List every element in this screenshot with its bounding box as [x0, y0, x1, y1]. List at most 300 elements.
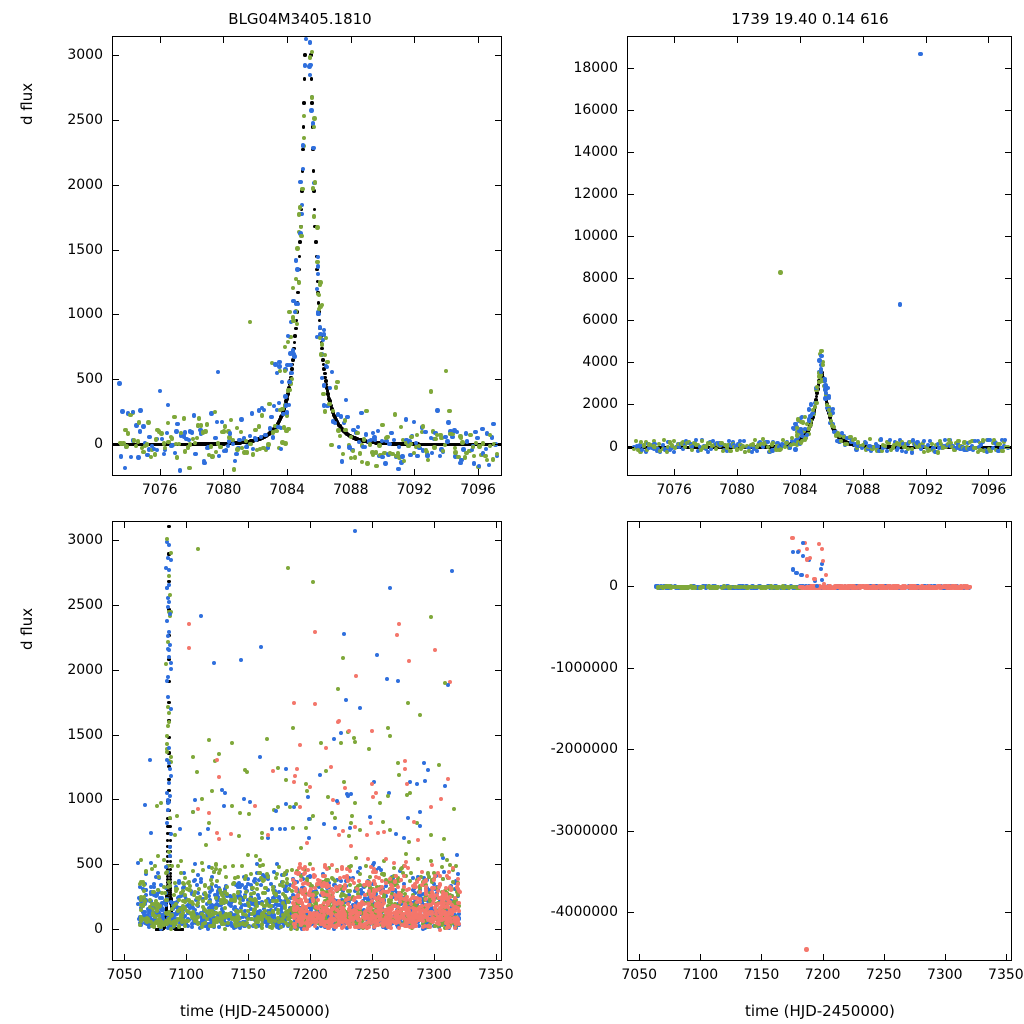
- data-point: [313, 180, 317, 184]
- data-point: [364, 409, 368, 413]
- data-point: [175, 455, 179, 459]
- data-point: [393, 412, 397, 416]
- data-point: [310, 95, 314, 99]
- data-point: [362, 437, 366, 441]
- data-point: [301, 143, 305, 147]
- data-point: [399, 425, 403, 429]
- data-point: [348, 826, 352, 830]
- data-point: [224, 448, 228, 452]
- data-point: [231, 438, 235, 442]
- data-point: [204, 843, 208, 847]
- data-point: [456, 872, 460, 876]
- data-point: [312, 116, 316, 120]
- panel-top-right-plot[interactable]: [627, 36, 1012, 476]
- data-point: [817, 380, 821, 384]
- model-fit-point: [320, 347, 324, 351]
- data-point: [183, 449, 187, 453]
- data-point: [247, 925, 251, 929]
- data-point: [213, 436, 217, 440]
- data-point: [203, 429, 207, 433]
- data-point: [195, 436, 199, 440]
- data-point: [225, 885, 229, 889]
- data-point: [257, 424, 261, 428]
- data-point: [363, 445, 367, 449]
- data-point: [807, 419, 811, 423]
- data-point: [404, 852, 408, 856]
- data-point: [348, 883, 352, 887]
- data-point: [440, 865, 444, 869]
- model-fit-point: [302, 125, 306, 129]
- data-point: [210, 454, 214, 458]
- data-point: [295, 246, 299, 250]
- data-point: [898, 302, 903, 307]
- data-point: [408, 879, 412, 883]
- data-point: [291, 726, 295, 730]
- data-point: [795, 433, 799, 437]
- data-point: [340, 459, 344, 463]
- data-point: [280, 380, 284, 384]
- data-point: [385, 435, 389, 439]
- data-point: [193, 862, 197, 866]
- data-point: [279, 925, 283, 929]
- data-point: [263, 904, 267, 908]
- data-point: [187, 466, 191, 470]
- data-point: [283, 894, 287, 898]
- model-fit-point: [168, 701, 171, 704]
- data-point: [162, 858, 166, 862]
- data-point: [291, 286, 295, 290]
- data-point: [117, 381, 121, 385]
- data-point: [380, 423, 384, 427]
- data-point: [167, 880, 171, 884]
- data-point: [223, 927, 227, 931]
- model-fit-point: [293, 334, 297, 338]
- data-point: [358, 866, 362, 870]
- data-point: [300, 187, 304, 191]
- data-point: [279, 447, 283, 451]
- data-point: [472, 454, 476, 458]
- data-point: [803, 415, 807, 419]
- data-point: [170, 436, 174, 440]
- data-point: [825, 403, 829, 407]
- data-point: [203, 891, 207, 895]
- data-point: [339, 894, 343, 898]
- model-fit-point: [323, 372, 327, 376]
- panel-top-left-plot[interactable]: [112, 36, 502, 476]
- data-point: [223, 906, 227, 910]
- data-point: [302, 114, 306, 118]
- data-point: [226, 444, 230, 448]
- data-point: [377, 443, 381, 447]
- data-point: [285, 410, 289, 414]
- data-point: [315, 225, 319, 229]
- data-point: [690, 448, 694, 452]
- data-point: [358, 451, 362, 455]
- data-point: [742, 439, 746, 443]
- data-point: [365, 461, 369, 465]
- data-point: [166, 421, 170, 425]
- data-point: [239, 430, 243, 434]
- data-point: [202, 461, 206, 465]
- data-point: [252, 923, 256, 927]
- data-point: [199, 877, 203, 881]
- data-point: [173, 913, 177, 917]
- data-point: [237, 438, 241, 442]
- data-point: [310, 50, 314, 54]
- data-point: [778, 270, 783, 275]
- data-point: [182, 416, 186, 420]
- data-point: [445, 439, 449, 443]
- data-point: [228, 431, 232, 435]
- data-point: [826, 386, 830, 390]
- data-point: [321, 392, 325, 396]
- data-point: [831, 411, 835, 415]
- model-fit-point: [298, 240, 302, 244]
- data-point: [142, 883, 146, 887]
- data-point: [166, 403, 170, 407]
- data-point: [432, 445, 436, 449]
- data-point: [358, 872, 362, 876]
- data-point: [278, 369, 282, 373]
- data-point: [444, 369, 448, 373]
- data-point: [170, 864, 174, 868]
- data-point: [422, 761, 426, 765]
- data-point: [271, 435, 275, 439]
- data-point: [148, 758, 152, 762]
- data-point: [263, 433, 267, 437]
- data-point: [156, 854, 160, 858]
- data-point: [397, 445, 401, 449]
- data-point: [829, 419, 833, 423]
- data-point: [360, 460, 364, 464]
- data-point: [443, 784, 447, 788]
- data-point: [154, 437, 158, 441]
- data-point: [134, 444, 138, 448]
- data-point: [828, 412, 832, 416]
- data-point: [801, 420, 805, 424]
- data-point: [175, 814, 179, 818]
- data-point: [814, 401, 818, 405]
- data-point: [287, 310, 291, 314]
- data-point: [223, 791, 227, 795]
- data-point: [481, 441, 485, 445]
- data-point: [297, 212, 301, 216]
- data-point: [145, 442, 149, 446]
- data-point: [322, 403, 326, 407]
- data-point: [359, 411, 363, 415]
- data-point: [805, 433, 809, 437]
- data-point: [714, 447, 718, 451]
- data-point: [918, 52, 923, 57]
- data-point: [157, 875, 161, 879]
- data-point: [239, 417, 243, 421]
- data-point: [213, 410, 217, 414]
- data-point: [176, 864, 180, 868]
- data-point: [138, 429, 142, 433]
- data-point: [320, 342, 324, 346]
- data-point: [274, 429, 278, 433]
- data-point: [484, 447, 488, 451]
- data-point: [868, 437, 872, 441]
- data-point: [316, 255, 320, 259]
- data-point: [190, 430, 194, 434]
- data-point: [879, 437, 883, 441]
- data-point: [141, 424, 145, 428]
- model-fit-point: [313, 208, 317, 212]
- data-point: [288, 388, 292, 392]
- data-point: [338, 434, 342, 438]
- data-point: [455, 853, 459, 857]
- data-point: [910, 447, 914, 451]
- data-point: [353, 455, 357, 459]
- data-point: [418, 810, 422, 814]
- data-point: [922, 439, 926, 443]
- data-point: [214, 911, 218, 915]
- data-point: [248, 320, 252, 324]
- data-point: [396, 467, 400, 471]
- data-point: [1000, 449, 1004, 453]
- data-point: [220, 922, 224, 926]
- data-point: [299, 225, 303, 229]
- data-point: [392, 866, 396, 870]
- data-point: [291, 319, 295, 323]
- data-point: [136, 439, 140, 443]
- data-point: [311, 186, 315, 190]
- data-point: [223, 424, 227, 428]
- data-point: [446, 420, 450, 424]
- data-point: [423, 430, 427, 434]
- data-point: [480, 427, 484, 431]
- data-point: [832, 425, 836, 429]
- data-point: [277, 865, 281, 869]
- data-point: [212, 870, 216, 874]
- data-point: [468, 433, 472, 437]
- data-point: [817, 358, 821, 362]
- data-point: [318, 773, 322, 777]
- data-point: [823, 379, 827, 383]
- data-point: [156, 871, 160, 875]
- data-point: [409, 435, 413, 439]
- data-point: [181, 881, 185, 885]
- data-point: [153, 864, 157, 868]
- data-point: [240, 864, 244, 868]
- data-point: [124, 444, 128, 448]
- data-point: [485, 458, 489, 462]
- data-point: [808, 414, 812, 418]
- data-point: [214, 863, 218, 867]
- data-point: [936, 450, 940, 454]
- data-point: [380, 455, 384, 459]
- data-point: [289, 371, 293, 375]
- data-point: [345, 415, 349, 419]
- data-point: [296, 302, 300, 306]
- data-point: [335, 380, 339, 384]
- data-point: [416, 857, 420, 861]
- data-point: [809, 402, 813, 406]
- data-point: [437, 763, 441, 767]
- data-point: [139, 915, 143, 919]
- data-point: [299, 846, 303, 850]
- data-point: [295, 267, 299, 271]
- data-point: [251, 886, 255, 890]
- data-point: [475, 436, 479, 440]
- data-point: [379, 868, 383, 872]
- data-point: [374, 464, 378, 468]
- data-point: [217, 454, 221, 458]
- data-point: [193, 452, 197, 456]
- data-point: [1003, 438, 1007, 442]
- data-point: [147, 435, 151, 439]
- data-point: [283, 369, 287, 373]
- data-point: [286, 340, 290, 344]
- data-point: [277, 364, 281, 368]
- data-point: [312, 125, 316, 129]
- data-point: [344, 398, 348, 402]
- data-point: [427, 875, 431, 879]
- model-fit-point: [318, 319, 322, 323]
- model-fit-point: [312, 169, 316, 173]
- data-point: [234, 452, 238, 456]
- data-point: [383, 461, 387, 465]
- data-point: [819, 349, 823, 353]
- data-point: [956, 439, 960, 443]
- data-point: [343, 418, 347, 422]
- data-point: [172, 415, 176, 419]
- data-point: [349, 821, 353, 825]
- data-point: [700, 439, 704, 443]
- model-fit-point: [296, 291, 300, 295]
- model-fit-point: [169, 839, 172, 842]
- data-point: [341, 452, 345, 456]
- data-point: [178, 468, 182, 472]
- model-fit-point: [314, 240, 318, 244]
- data-point: [807, 426, 811, 430]
- data-point: [193, 890, 197, 894]
- data-point: [232, 467, 236, 471]
- data-point: [126, 431, 130, 435]
- data-point: [269, 415, 273, 419]
- data-point: [793, 447, 797, 451]
- data-point: [302, 136, 306, 140]
- panel-bottom-left-plot[interactable]: [112, 521, 502, 961]
- data-point: [409, 871, 413, 875]
- data-point: [271, 885, 275, 889]
- data-point: [634, 439, 638, 443]
- data-point: [423, 779, 427, 783]
- panel-top-left-ylabel: d flux: [18, 82, 36, 125]
- data-point: [336, 428, 340, 432]
- data-point: [232, 881, 236, 885]
- data-point: [364, 432, 368, 436]
- data-point: [155, 893, 159, 897]
- data-point: [263, 891, 267, 895]
- data-point: [387, 442, 391, 446]
- data-point: [288, 363, 292, 367]
- data-point: [438, 454, 442, 458]
- model-fit-point: [298, 255, 302, 259]
- data-point: [236, 885, 240, 889]
- data-point: [158, 389, 162, 393]
- data-point: [355, 431, 359, 435]
- data-point: [223, 865, 227, 869]
- data-point: [210, 789, 214, 793]
- data-point: [193, 441, 197, 445]
- data-point: [430, 451, 434, 455]
- data-point: [318, 280, 322, 284]
- data-point: [217, 871, 221, 875]
- data-point: [276, 805, 280, 809]
- data-point: [397, 773, 401, 777]
- data-point: [159, 801, 163, 805]
- data-point: [404, 417, 408, 421]
- data-point: [283, 394, 287, 398]
- data-point: [214, 906, 218, 910]
- data-point: [308, 40, 312, 44]
- data-point: [159, 925, 163, 929]
- model-fit-point: [302, 101, 306, 105]
- model-fit-point: [293, 341, 297, 345]
- data-point: [210, 909, 214, 913]
- data-point: [453, 450, 457, 454]
- data-point: [281, 901, 285, 905]
- data-point: [471, 445, 475, 449]
- data-point: [308, 862, 312, 866]
- data-point: [442, 870, 446, 874]
- data-point: [129, 455, 133, 459]
- data-point: [155, 909, 159, 913]
- data-point: [316, 272, 320, 276]
- data-point: [262, 408, 266, 412]
- data-point: [200, 925, 204, 929]
- data-point: [298, 180, 302, 184]
- data-point: [176, 909, 180, 913]
- data-point: [412, 420, 416, 424]
- data-point: [146, 420, 150, 424]
- data-point: [269, 925, 273, 929]
- data-point: [196, 873, 200, 877]
- data-point: [327, 402, 331, 406]
- data-point: [261, 863, 265, 867]
- data-point: [274, 876, 278, 880]
- data-point: [429, 389, 433, 393]
- data-point: [402, 836, 406, 840]
- data-point: [821, 363, 825, 367]
- data-point: [368, 442, 372, 446]
- data-point: [224, 875, 228, 879]
- data-point: [149, 831, 153, 835]
- data-point: [260, 413, 264, 417]
- data-point: [162, 452, 166, 456]
- data-point: [295, 322, 299, 326]
- data-point: [154, 899, 158, 903]
- data-point: [291, 348, 295, 352]
- data-point: [292, 354, 296, 358]
- data-point: [322, 332, 326, 336]
- panel-top-left-title: BLG04M3405.1810: [228, 10, 372, 28]
- data-point: [694, 438, 698, 442]
- data-point: [199, 423, 203, 427]
- data-point: [328, 386, 332, 390]
- data-point: [323, 353, 327, 357]
- data-point: [203, 908, 207, 912]
- data-point: [283, 827, 287, 831]
- data-point: [452, 807, 456, 811]
- model-fit-point: [301, 148, 305, 152]
- model-fit-point: [815, 395, 819, 399]
- data-point: [209, 444, 213, 448]
- data-point: [319, 352, 323, 356]
- model-fit-point: [168, 825, 171, 828]
